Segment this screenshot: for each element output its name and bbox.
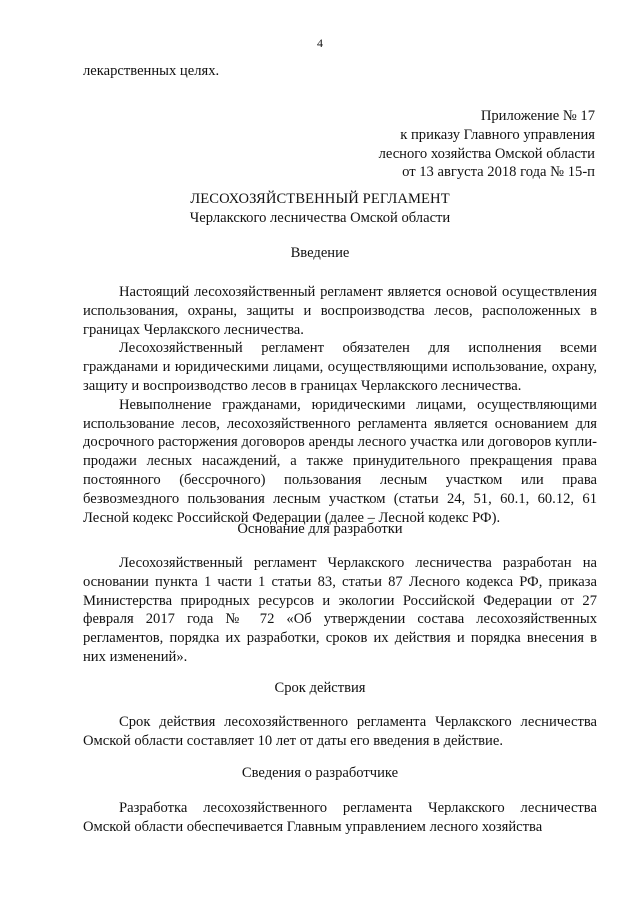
continuation-text: лекарственных целях. (83, 63, 220, 79)
document-title (0, 190, 640, 228)
title-main: ЛЕСОХОЗЯЙСТВЕННЫЙ РЕГЛАМЕНТ (190, 191, 450, 207)
paragraph: Лесохозяйственный регламент Черлакского лесничества разработан на основании пункта 1 части 1 статьи 83, статьи 87 Лесного кодекса РФ, приказа Министерства природных ресурсов и экологии Российской Федерации от 27 февраля 2017 года № 72 «Об утверждении состава лесохозяйственных регламентов, порядка их разработки, сроков их действия и порядка внесения в них изменений». (83, 555, 597, 665)
appendix-line-3: лесного хозяйства Омской области (378, 145, 595, 162)
paragraph: Невыполнение гражданами, юридическими лицами, осуществляющими использование лесов, лесохозяйственного регламента является основанием для досрочного расторжения договоров аренды лесного участка или договоров купли-продажи лесных насаждений, а также принудительного прекращения права постоянного (бессрочного) пользования лесным участком или права безвозмездного пользования лесным участком (статьи 24, 51, 60.1, 60.12, 61 Лесной кодекс Российской Федерации (далее – Лесной кодекс РФ). (83, 396, 597, 526)
section-body-basis (83, 554, 597, 667)
section-body-introduction (83, 283, 597, 527)
section-body-validity (83, 713, 597, 751)
section-heading-basis: Основание для разработки (237, 521, 403, 537)
page-number: 4 (317, 36, 323, 50)
section-heading-introduction: Введение (290, 245, 350, 261)
paragraph: Настоящий лесохозяйственный регламент является основой осуществления использования, охраны, защиты и воспроизводства лесов, расположенных в границах Черлакского лесничества. (83, 284, 597, 338)
paragraph: Срок действия лесохозяйственного регламента Черлакского лесничества Омской области составляет 10 лет от даты его введения в действие. (83, 714, 597, 749)
appendix-block (235, 107, 595, 182)
section-body-developer (83, 799, 597, 837)
appendix-line-1: Приложение № 17 (480, 108, 595, 124)
section-heading-developer: Сведения о разработчике (241, 765, 399, 781)
paragraph: Лесохозяйственный регламент обязателен для исполнения всеми гражданами и юридическими лицами, осуществляющими использование, охрану, защиту и воспроизводство лесов в границах Черлакского лесничества. (83, 340, 597, 394)
paragraph: Разработка лесохозяйственного регламента Черлакского лесничества Омской области обеспечивается Главным управлением лесного хозяйства (83, 800, 597, 835)
appendix-line-4: от 13 августа 2018 года № 15-п (402, 164, 595, 181)
section-heading-validity: Срок действия (274, 680, 366, 696)
title-subtitle: Черлакского лесничества Омской области (189, 209, 451, 226)
appendix-line-2: к приказу Главного управления (400, 126, 595, 143)
